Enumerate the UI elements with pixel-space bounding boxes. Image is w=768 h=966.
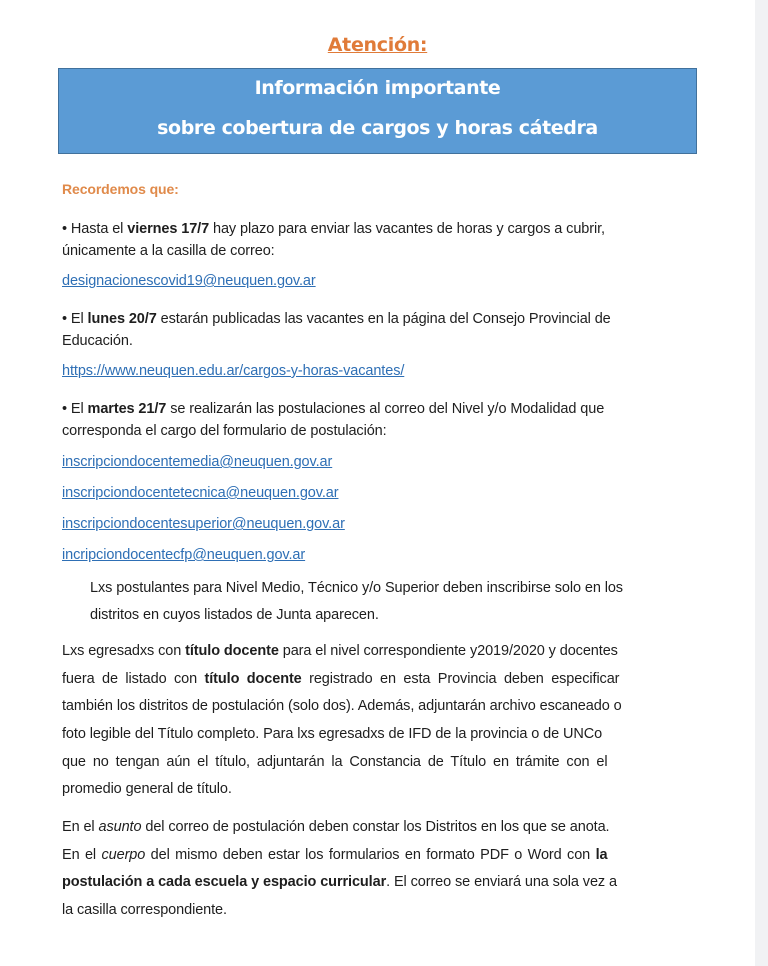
item1-line2: únicamente a la casilla de correo: xyxy=(62,243,275,259)
item2-line2: Educación. xyxy=(62,333,133,349)
text: En el xyxy=(62,847,102,863)
para1-line2 xyxy=(62,666,619,694)
para2-line3 xyxy=(62,869,617,897)
attention-heading: Atención: xyxy=(327,34,428,56)
item3-text-pre: El xyxy=(66,401,88,417)
note-line2: distritos en cuyos listados de Junta aparecen. xyxy=(90,607,379,623)
bullet: • xyxy=(62,401,67,417)
scrollbar-track xyxy=(755,0,768,966)
item3-line1 xyxy=(62,398,604,420)
text: Lxs egresadxs con xyxy=(62,643,186,659)
text: para el nivel correspondiente y2019/2020 y docentes xyxy=(278,643,618,659)
item2-text-post: estarán publicadas las vacantes en la página del Consejo Provincial de xyxy=(156,311,611,327)
para2-line2 xyxy=(62,842,607,870)
banner-title-line1: Información importante xyxy=(254,77,501,99)
subheading-recordemos: Recordemos que: xyxy=(62,181,179,197)
para1-line5: que no tengan aún el título, adjuntarán la Constancia de Título en trámite con el xyxy=(62,754,608,770)
item3-date: martes 21/7 xyxy=(87,401,167,417)
email-link-cfp[interactable]: incripciondocentecfp@neuquen.gov.ar xyxy=(62,547,306,563)
para1-line1 xyxy=(62,638,618,666)
title-banner xyxy=(58,68,697,154)
text: del correo de postulación deben constar los Distritos en los que se anota. xyxy=(141,819,610,835)
item1-text-post: hay plazo para enviar las vacantes de horas y cargos a cubrir, xyxy=(209,221,605,237)
note-line1: Lxs postulantes para Nivel Medio, Técnico y/o Superior deben inscribirse solo en los xyxy=(90,580,623,596)
bold-text: postulación a cada escuela y espacio curricular xyxy=(62,874,387,890)
bold-text: título docente xyxy=(185,643,279,659)
bullet: • xyxy=(62,221,67,237)
item2-date: lunes 20/7 xyxy=(87,311,157,327)
para1-line4: foto legible del Título completo. Para lxs egresadxs de IFD de la provincia o de UNCo xyxy=(62,726,603,742)
item2-text-pre: El xyxy=(66,311,88,327)
text: del mismo deben estar los formularios en formato PDF o Word con xyxy=(145,847,596,863)
bold-text: título docente xyxy=(204,671,302,687)
italic-text: asunto xyxy=(98,819,142,835)
email-link-tecnica[interactable]: inscripciondocentetecnica@neuquen.gov.ar xyxy=(62,485,339,501)
text: En el xyxy=(62,819,99,835)
email-link-designaciones[interactable]: designacionescovid19@neuquen.gov.ar xyxy=(62,273,316,289)
bullet: • xyxy=(62,311,67,327)
text: fuera de listado con xyxy=(62,671,205,687)
text: registrado en esta Provincia deben especificar xyxy=(301,671,620,687)
item2-line1 xyxy=(62,308,611,330)
bold-text: la xyxy=(595,847,608,863)
text: . El correo se enviará una sola vez a xyxy=(386,874,617,890)
email-link-superior[interactable]: inscripciondocentesuperior@neuquen.gov.ar xyxy=(62,516,345,532)
banner-title-line2: sobre cobertura de cargos y horas cátedra xyxy=(157,117,598,139)
vacantes-url-link[interactable]: https://www.neuquen.edu.ar/cargos-y-horas-vacantes/ xyxy=(62,363,405,379)
para1-line3: también los distritos de postulación (solo dos). Además, adjuntarán archivo escaneado o xyxy=(62,698,622,714)
para2-line4: la casilla correspondiente. xyxy=(62,902,227,918)
para1-line6: promedio general de título. xyxy=(62,781,232,797)
item3-line2: corresponda el cargo del formulario de postulación: xyxy=(62,423,387,439)
item3-text-post: se realizarán las postulaciones al correo del Nivel y/o Modalidad que xyxy=(166,401,605,417)
item1-line1 xyxy=(62,218,605,240)
email-link-media[interactable]: inscripciondocentemedia@neuquen.gov.ar xyxy=(62,454,333,470)
item1-date: viernes 17/7 xyxy=(127,221,210,237)
italic-text: cuerpo xyxy=(101,847,146,863)
para2-line1 xyxy=(62,814,609,842)
item1-text-pre: Hasta el xyxy=(66,221,128,237)
